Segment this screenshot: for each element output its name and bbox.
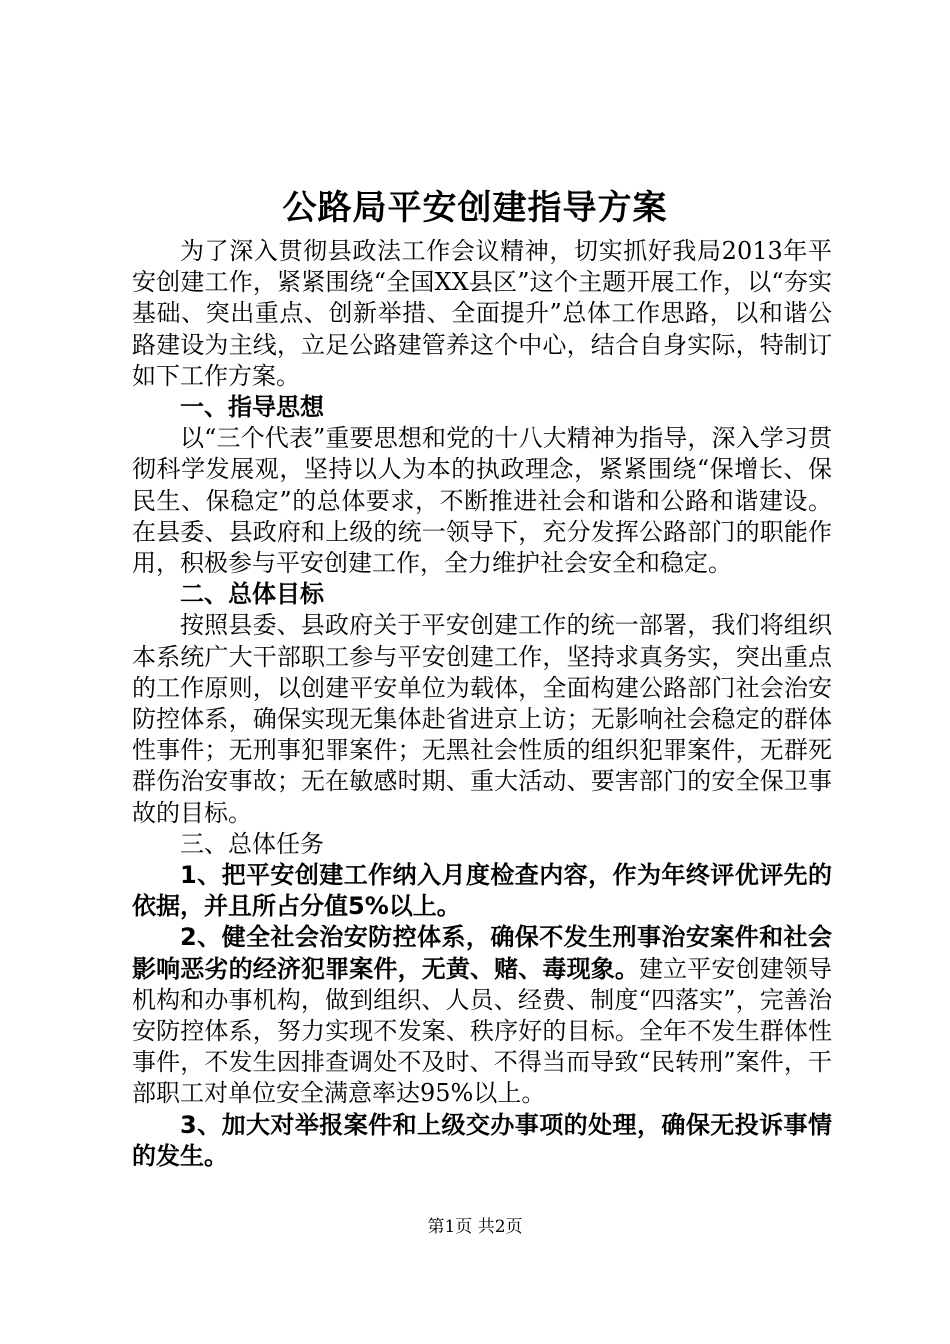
task-item-1: 1、把平安创建工作纳入月度检查内容，作为年终评优评先的依据，并且所占分值5%以上。 bbox=[132, 861, 832, 921]
section-paragraph-guiding-ideology: 以“三个代表”重要思想和党的十八大精神为指导，深入学习贯彻科学发展观，坚持以人为本的执政理念，紧紧围绕“保增长、保民生、保稳定”的总体要求，不断推进社会和谐和公路和谐建设。在县委、县政府和上级的统一领导下，充分发挥公路部门的职能作用，积极参与平安创建工作，全力维护社会安全和稳定。 bbox=[132, 424, 832, 578]
section-heading-guiding-ideology: 一、指导思想 bbox=[180, 393, 324, 422]
intro-paragraph: 为了深入贯彻县政法工作会议精神，切实抓好我局2013年平安创建工作，紧紧围绕“全国XX县区”这个主题开展工作，以“夯实基础、突出重点、创新举措、全面提升”总体工作思路，以和谐公路建设为主线，立足公路建管养这个中心，结合自身实际，特制订如下工作方案。 bbox=[132, 237, 832, 390]
task-item-3: 3、加大对举报案件和上级交办事项的处理，确保无投诉事情的发生。 bbox=[132, 1110, 832, 1170]
document-title: 公路局平安创建指导方案 bbox=[282, 188, 668, 228]
task-item-2-rest: 建立平安创建领导机构和办事机构，做到组织、人员、经费、制度“四落实”，完善治安防控体系，努力实现不发案、秩序好的目标。全年不发生群体性事件，不发生因排查调处不及时、不得当而导致“民转刑”案件，干部职工对单位安全满意率达95%以上。 bbox=[132, 954, 832, 1108]
document-body bbox=[132, 236, 832, 1172]
section-paragraph-overall-goal: 按照县委、县政府关于平安创建工作的统一部署，我们将组织本系统广大干部职工参与平安创建工作，坚持求真务实，突出重点的工作原则，以创建平安单位为载体，全面构建公路部门社会治安防控体系，确保实现无集体赴省进京上访；无影响社会稳定的群体性事件；无刑事犯罪案件；无黑社会性质的组织犯罪案件，无群死群伤治安事故；无在敏感时期、重大活动、要害部门的安全保卫事故的目标。 bbox=[132, 611, 832, 827]
task-item-2-bold: 2、健全社会治安防控体系，确保不发生刑事治安案件和社会影响恶劣的经济犯罪案件，无黄、赌、毒现象。 bbox=[132, 923, 832, 983]
section-heading-overall-tasks: 三、总体任务 bbox=[180, 829, 324, 858]
page-footer: 第1页 共2页 bbox=[427, 1217, 523, 1237]
section-heading-overall-goal: 二、总体目标 bbox=[180, 580, 324, 609]
task-item-2 bbox=[132, 922, 832, 1109]
